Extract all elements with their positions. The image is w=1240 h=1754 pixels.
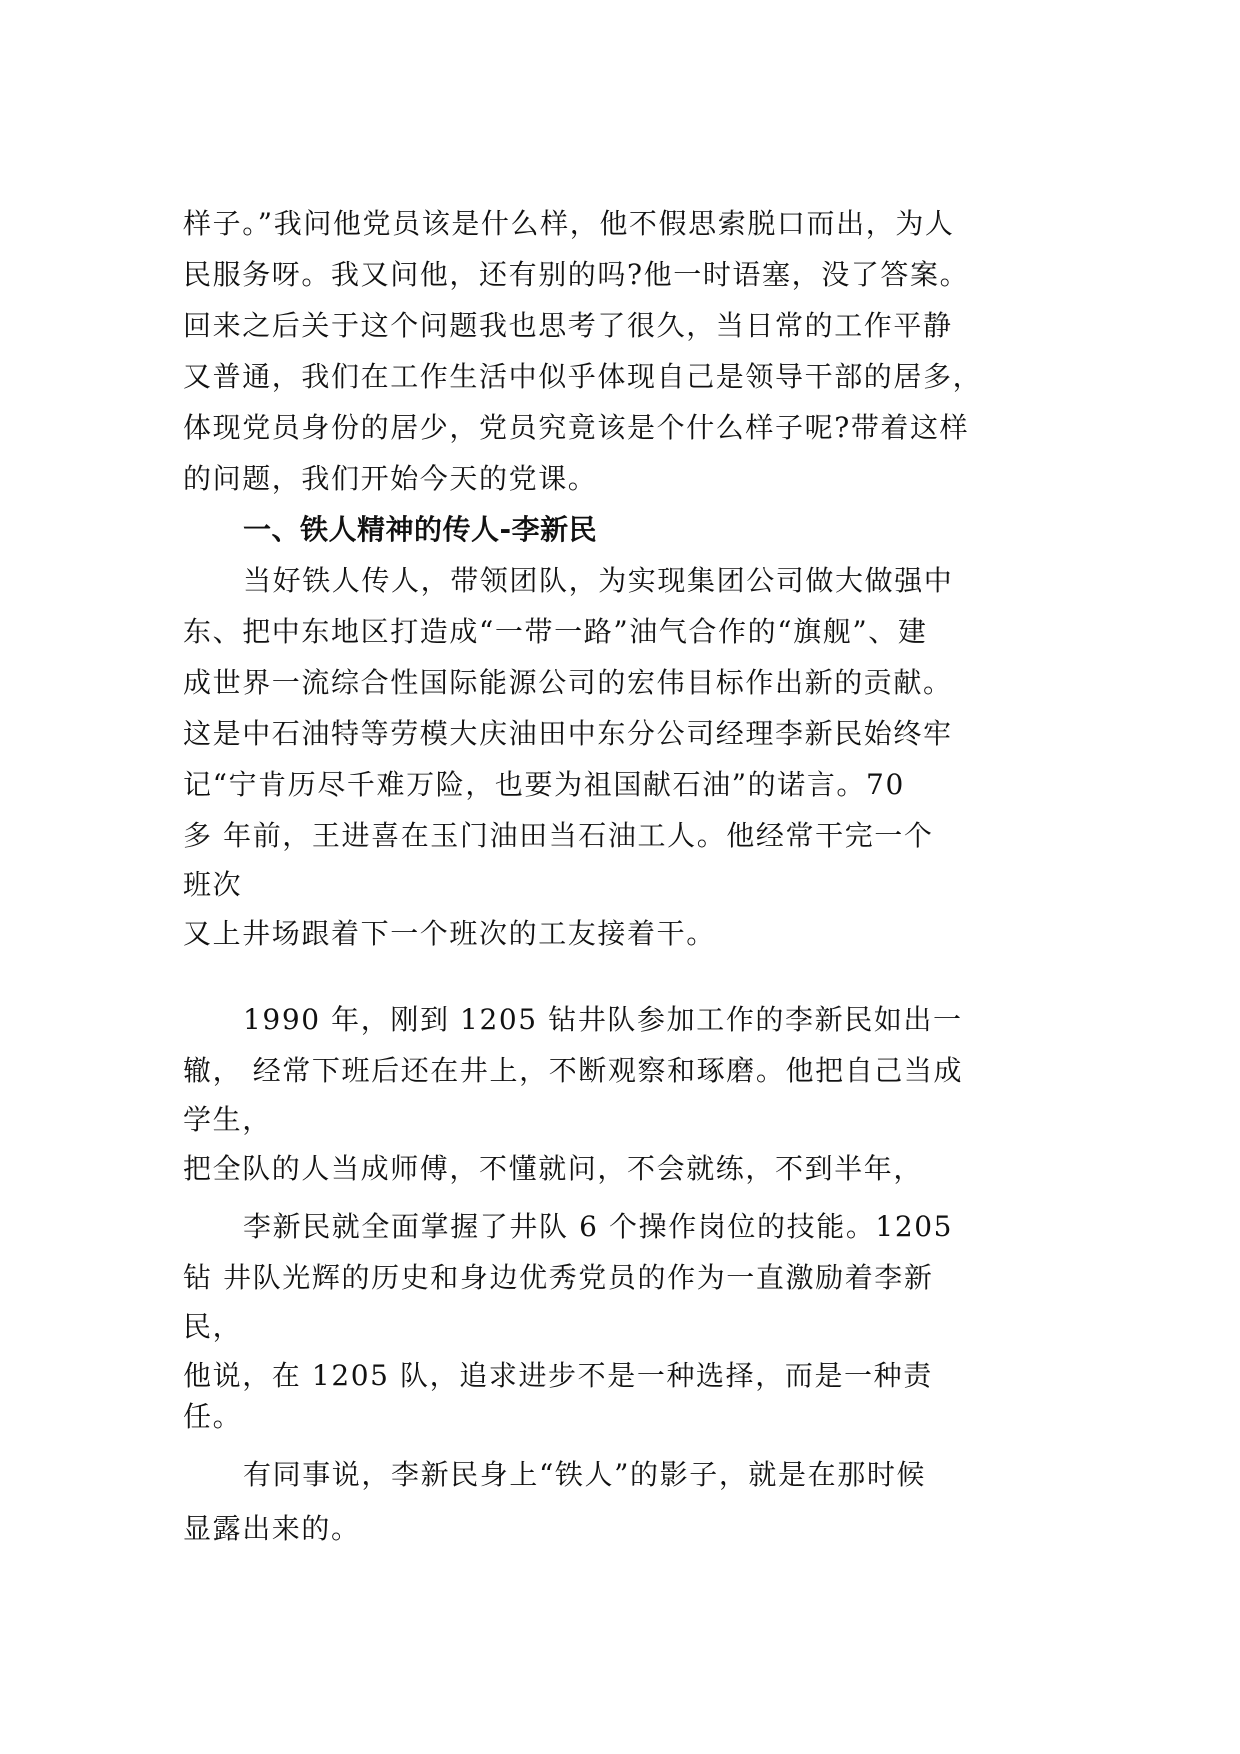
paragraph-line: 这是中石油特等劳模大庆油田中东分公司经理李新民始终牢 xyxy=(183,717,953,750)
intro-line: 体现党员身份的居少，党员究竟该是个什么样子呢?带着这样 xyxy=(183,411,970,444)
paragraph-line: 又上井场跟着下一个班次的工友接着干。 xyxy=(183,917,716,950)
paragraph-line: 任。 xyxy=(183,1400,243,1433)
paragraph-line: 1990 年，刚到 1205 钻井队参加工作的李新民如出一 xyxy=(243,1003,963,1036)
paragraph-line: 多 年前，王进喜在玉门油田当石油工人。他经常干完一个 xyxy=(183,819,934,852)
intro-line: 又普通，我们在工作生活中似乎体现自己是领导干部的居多， xyxy=(183,360,983,393)
paragraph-line: 显露出来的。 xyxy=(183,1512,361,1545)
paragraph-line: 记“宁肯历尽千难万险，也要为祖国献石油”的诺言。70 xyxy=(183,768,905,801)
paragraph-line: 辙， 经常下班后还在井上，不断观察和琢磨。他把自己当成 xyxy=(183,1054,964,1087)
intro-line: 样子。”我问他党员该是什么样，他不假思索脱口而出，为人 xyxy=(183,207,955,240)
intro-line: 民服务呀。我又问他，还有别的吗?他一时语塞，没了答案。 xyxy=(183,258,970,291)
paragraph-line: 当好铁人传人，带领团队，为实现集团公司做大做强中 xyxy=(243,564,954,597)
paragraph-line: 把全队的人当成师傅，不懂就问，不会就练，不到半年， xyxy=(183,1152,924,1185)
paragraph-line: 他说，在 1205 队，追求进步不是一种选择，而是一种责 xyxy=(183,1359,933,1392)
paragraph-line: 有同事说，李新民身上“铁人”的影子，就是在那时候 xyxy=(243,1458,927,1491)
paragraph-line: 李新民就全面掌握了井队 6 个操作岗位的技能。1205 xyxy=(243,1210,954,1243)
paragraph-line: 成世界一流综合性国际能源公司的宏伟目标作出新的贡献。 xyxy=(183,666,953,699)
intro-line: 回来之后关于这个问题我也思考了很久，当日常的工作平静 xyxy=(183,309,953,342)
paragraph-line: 班次 xyxy=(183,868,243,901)
paragraph-line: 民， xyxy=(183,1310,243,1343)
paragraph-line: 学生， xyxy=(183,1103,272,1136)
paragraph-line: 东、把中东地区打造成“一带一路”油气合作的“旗舰”、建 xyxy=(183,615,928,648)
section-heading: 一、铁人精神的传人-李新民 xyxy=(243,513,598,546)
paragraph-line: 钻 井队光辉的历史和身边优秀党员的作为一直激励着李新 xyxy=(183,1261,934,1294)
intro-line: 的问题，我们开始今天的党课。 xyxy=(183,462,598,495)
